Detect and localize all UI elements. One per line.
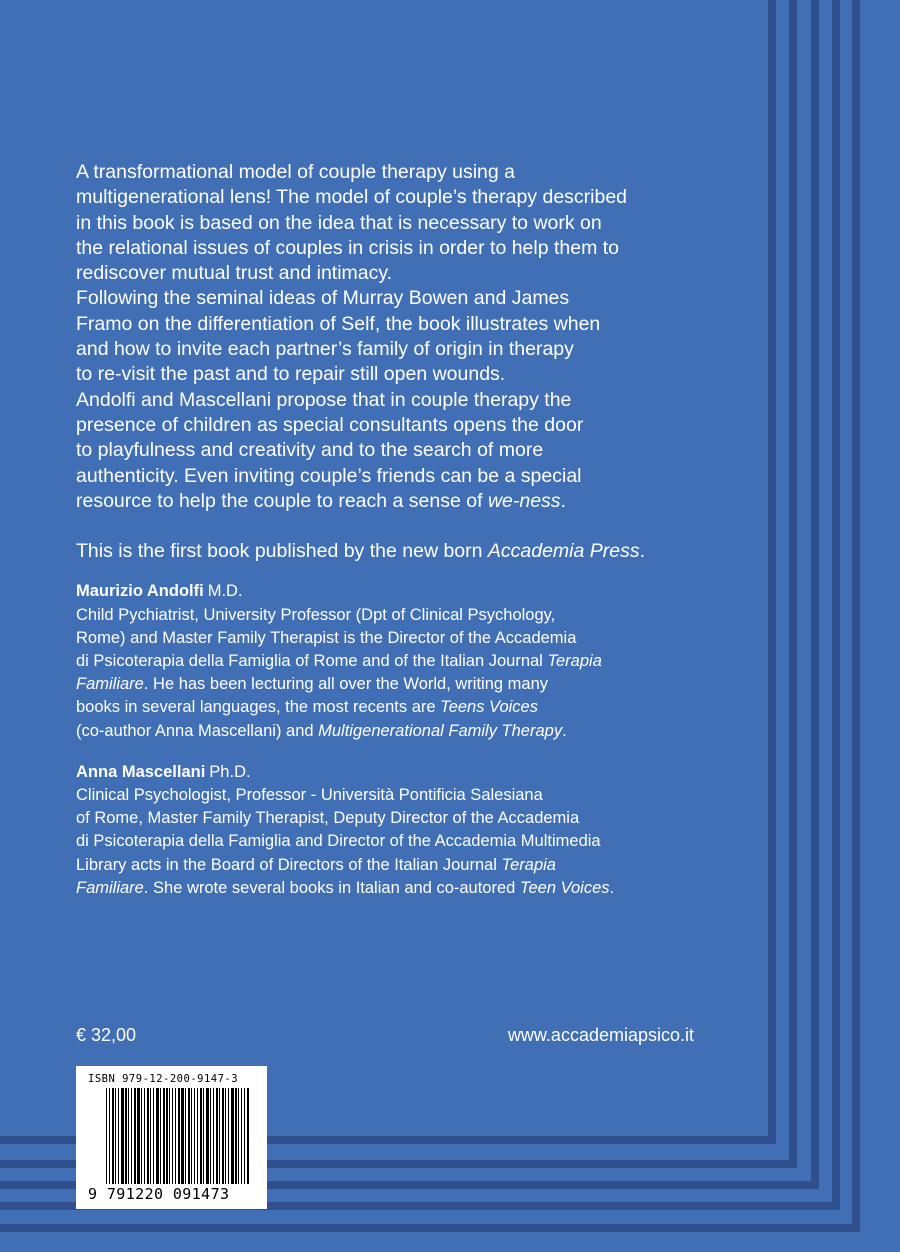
author-name: Maurizio Andolfi xyxy=(76,582,204,601)
author-bio-andolfi xyxy=(76,580,716,742)
barcode-stripe xyxy=(206,1088,209,1184)
barcode-stripe xyxy=(160,1088,161,1184)
barcode-stripe xyxy=(222,1088,224,1184)
description-line: authenticity. Even inviting couple’s friends can be a special xyxy=(76,464,582,487)
barcode-stripe xyxy=(191,1088,192,1184)
description-line: to playfulness and creativity and to the search of more xyxy=(76,439,544,462)
border-line-vertical-3 xyxy=(811,0,819,1189)
description-line: rediscover mutual trust and intimacy. xyxy=(76,262,393,285)
barcode-stripe xyxy=(244,1088,245,1184)
barcode-stripe xyxy=(153,1088,154,1184)
barcode-stripe xyxy=(144,1088,145,1184)
barcode-stripe xyxy=(178,1088,180,1184)
bio-text: Library acts in the Board of Directors of the Italian Journal xyxy=(76,855,502,874)
border-line-vertical-2 xyxy=(789,0,797,1168)
barcode-stripe xyxy=(134,1088,136,1184)
isbn-barcode xyxy=(76,1066,267,1209)
bio-line: Rome) and Master Family Therapist is the Director of the Accademia xyxy=(76,628,577,647)
barcode-stripe xyxy=(131,1088,132,1184)
author-heading xyxy=(76,580,716,603)
bio-line: Clinical Psychologist, Professor - Università Pontificia Salesiana xyxy=(76,786,543,805)
barcode-stripe xyxy=(128,1088,129,1184)
description-punct: . xyxy=(560,489,566,512)
back-cover-content xyxy=(76,160,716,900)
bio-text: (co-author Anna Mascellani) and xyxy=(76,721,319,740)
published-note xyxy=(76,539,716,564)
bio-italic: Multigenerational Family Therapy xyxy=(318,721,563,740)
bio-text: . xyxy=(562,721,567,740)
barcode-stripe xyxy=(210,1088,211,1184)
description-line: Following the seminal ideas of Murray Bowen and James xyxy=(76,287,570,310)
book-description xyxy=(76,160,716,514)
bio-line xyxy=(76,720,716,743)
bio-text: . He has been lecturing all over the World, writing many xyxy=(143,675,548,694)
bio-italic: Teen Voices xyxy=(519,878,610,897)
isbn-label: ISBN 979-12-200-9147-3 xyxy=(88,1073,239,1085)
bio-line xyxy=(76,877,716,900)
bio-italic: Terapia xyxy=(547,652,602,671)
barcode-stripe xyxy=(163,1088,165,1184)
bio-line: of Rome, Master Family Therapist, Deputy Director of the Accademia xyxy=(76,809,580,828)
description-line: Framo on the differentiation of Self, the book illustrates when xyxy=(76,312,601,335)
bio-text: di Psicoterapia della Famiglia of Rome and of the Italian Journal xyxy=(76,652,548,671)
border-line-horizontal-5 xyxy=(0,1224,860,1232)
description-line: presence of children as special consultants opens the door xyxy=(76,413,584,436)
barcode-stripe xyxy=(121,1088,124,1184)
barcode-stripe xyxy=(197,1088,198,1184)
website-url: www.accademiapsico.it xyxy=(507,1025,694,1045)
barcode-stripe xyxy=(175,1088,176,1184)
barcode-stripe xyxy=(200,1088,202,1184)
barcode-stripe xyxy=(112,1088,114,1184)
barcode-stripe xyxy=(147,1088,149,1184)
barcode-stripe xyxy=(106,1088,107,1184)
description-italic: we-ness xyxy=(487,489,561,512)
published-prefix: This is the first book published by the new born xyxy=(76,540,488,563)
barcode-stripe xyxy=(188,1088,190,1184)
author-title: Ph.D. xyxy=(209,762,251,781)
description-line: Andolfi and Mascellani propose that in couple therapy the xyxy=(76,388,572,411)
bio-text: . She wrote several books in Italian and co-autored xyxy=(143,878,520,897)
price: € 32,00 xyxy=(76,1025,137,1045)
bio-italic: Teens Voices xyxy=(440,698,538,717)
author-heading xyxy=(76,761,716,784)
barcode-stripe xyxy=(238,1088,239,1184)
description-line xyxy=(76,489,716,514)
publisher-name: Accademia Press xyxy=(487,540,640,563)
barcode-stripe xyxy=(194,1088,195,1184)
bio-line xyxy=(76,673,716,696)
barcode-stripe xyxy=(125,1088,127,1184)
published-suffix: . xyxy=(639,540,646,563)
barcode-stripe xyxy=(115,1088,116,1184)
description-line: in this book is based on the idea that is necessary to work on xyxy=(76,211,602,234)
bio-line xyxy=(76,854,716,877)
bio-text: . xyxy=(609,878,615,897)
barcode-stripe xyxy=(150,1088,151,1184)
barcode-stripe xyxy=(219,1088,220,1184)
barcode-stripe xyxy=(241,1088,242,1184)
barcode-stripe xyxy=(118,1088,119,1184)
barcode-stripe xyxy=(172,1088,173,1184)
border-line-vertical-4 xyxy=(832,0,840,1210)
bio-italic: Familiare xyxy=(76,878,144,897)
barcode-stripe xyxy=(109,1088,110,1184)
bio-line xyxy=(76,696,716,719)
barcode-bars xyxy=(106,1088,258,1184)
barcode-stripe xyxy=(213,1088,214,1184)
border-line-vertical-5 xyxy=(852,0,860,1232)
barcode-stripe xyxy=(185,1088,186,1184)
barcode-stripe xyxy=(137,1088,140,1184)
barcode-stripe xyxy=(235,1088,237,1184)
bio-italic: Terapia xyxy=(501,855,556,874)
bio-text: books in several languages, the most recents are xyxy=(76,698,441,717)
author-bio-mascellani xyxy=(76,761,716,900)
barcode-number: 9 791220 091473 xyxy=(88,1185,230,1203)
description-line: and how to invite each partner’s family of origin in therapy xyxy=(76,338,574,361)
description-line: A transformational model of couple therapy using a xyxy=(76,161,516,183)
bio-line: Child Pychiatrist, University Professor (Dpt of Clinical Psychology, xyxy=(76,605,556,624)
description-text: resource to help the couple to reach a sense of xyxy=(76,489,488,512)
barcode-stripe xyxy=(225,1088,226,1184)
barcode-stripe xyxy=(181,1088,184,1184)
description-line: the relational issues of couples in crisis in order to help them to xyxy=(76,236,620,259)
barcode-stripe xyxy=(156,1088,159,1184)
barcode-stripe xyxy=(166,1088,168,1184)
author-title: M.D. xyxy=(207,582,243,601)
barcode-stripe xyxy=(247,1088,249,1184)
barcode-stripe xyxy=(216,1088,218,1184)
description-line: multigenerational lens! The model of couple’s therapy described xyxy=(76,186,628,209)
barcode-stripe xyxy=(169,1088,170,1184)
bio-italic: Familiare xyxy=(76,675,144,694)
barcode-stripe xyxy=(228,1088,229,1184)
bio-line xyxy=(76,650,716,673)
barcode-stripe xyxy=(203,1088,204,1184)
description-line: to re-visit the past and to repair still open wounds. xyxy=(76,363,506,386)
barcode-stripe xyxy=(231,1088,234,1184)
bio-line: di Psicoterapia della Famiglia and Director of the Accademia Multimedia xyxy=(76,832,601,851)
barcode-stripe xyxy=(141,1088,142,1184)
author-name: Anna Mascellani xyxy=(76,762,206,781)
border-line-vertical-1 xyxy=(768,0,776,1144)
